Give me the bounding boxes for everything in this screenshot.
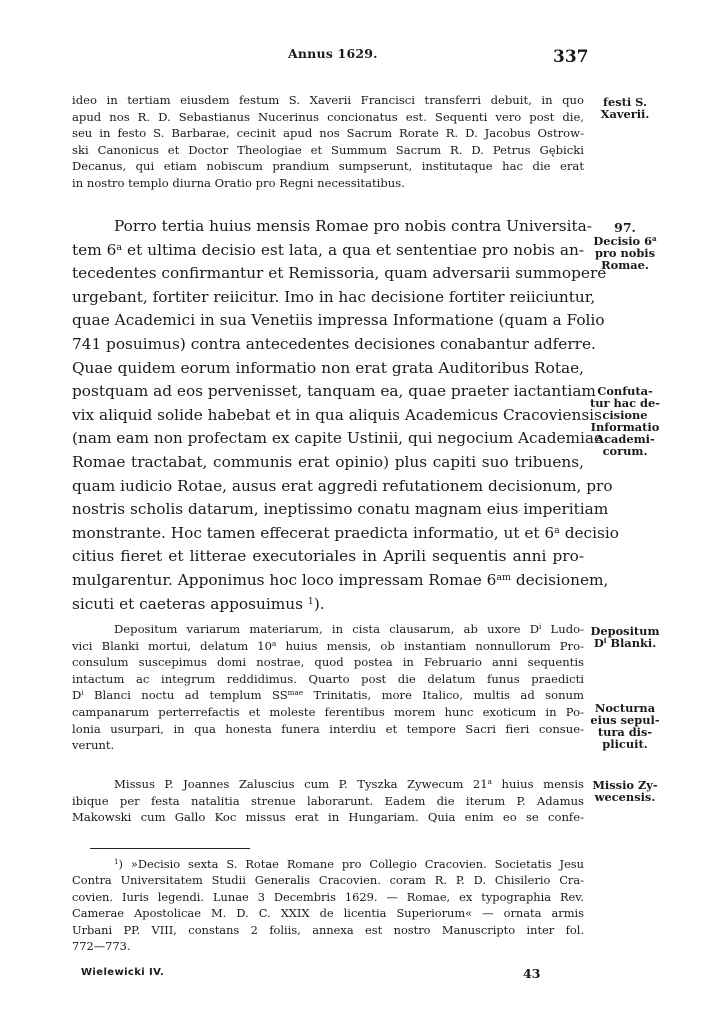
text-line: Quae quidem eorum informatio non erat grata Auditoribus Rotae, [72, 358, 584, 377]
text-line: vici Blanki mortui, delatum 10$^a$ huius mensis, ob instantiam nonnullorum Pro- [72, 638, 584, 653]
footnote-line: Contra Universitatem Studii Generalis Cracovien. coram R. P. D. Chisilerio Cra- [72, 873, 584, 888]
text-line: ideo in tertiam eiusdem festum S. Xaverii Francisci transferri debuit, in quo [72, 93, 584, 107]
margin-note-decisio: 97. Decisio 6$^a$ pro nobis Romae. [593, 220, 657, 272]
running-head: Annus 1629. [288, 46, 378, 61]
text-line: quam iudicio Rotae, ausus erat aggredi refutationem decisionum, pro [72, 476, 613, 495]
footnote-line: Camerae Apostolicae M. D. C. XXIX de licentia Superiorum« — ornata armis [72, 906, 584, 921]
text-line: Missus P. Joannes Zaluscius cum P. Tyszka Zywecum 21$^a$ huius mensis [114, 777, 584, 791]
text-line: 741 posuimus) contra antecedentes decisiones conabantur adferre. [72, 334, 596, 353]
text-line: citius fieret et litterae executoriales in Aprili sequentis anni pro- [72, 547, 584, 566]
margin-note-nocturna: Nocturna eius sepul- tura dis- plicuit. [590, 701, 660, 751]
text-line: apud nos R. D. Sebastianus Nucerinus concionatus est. Sequenti vero post die, [72, 109, 584, 124]
text-line: nostris scholis datarum, ineptissimo conatu magnam eius imperitiam [72, 500, 609, 519]
footnote-ref: 1 [307, 595, 314, 607]
text-line: monstrante. Hoc tamen effecerat praedicta informatio, ut et 6$^a$ decisio [72, 523, 619, 542]
paragraph-decisio-rotae [72, 215, 619, 616]
text-line: intactum ac integrum reddidimus. Quarto post die delatum funus praedicti [72, 671, 584, 686]
margin-note-confutatur: Confuta- tur hac de- cisione Informatio Academi- corum. [589, 384, 660, 458]
text-line: verunt. [72, 738, 115, 753]
text-line: Depositum variarum materiarum, in cista clausarum, ab uxore $D^i$ Ludo- [114, 622, 585, 636]
text-line: urgebant, fortiter reiicitur. Imo in hac decisione fortiter reiiciuntur, [72, 287, 596, 306]
text-line: Makowski cum Gallo Koc missus erat in Hungariam. Quia enim eo se confe- [72, 810, 584, 825]
margin-note-festi-xaverii: festi S. Xaverii. [600, 95, 650, 121]
paragraph-missio [72, 776, 584, 826]
text-line: in nostro templo diurna Oratio pro Regni necessitatibus. [72, 175, 405, 190]
text-line: consulum suscepimus domi nostrae, quod postea in Februario anni sequentis [72, 655, 584, 670]
paragraph-depositum [72, 621, 584, 754]
text-line: vix aliquid solide habebat et in qua aliquis Academicus Cracoviensis [72, 405, 602, 424]
text-line: postquam ad eos pervenisset, tanquam ea, quae praeter iactantiam [72, 382, 596, 401]
text-line: (nam eam non profectam ex capite Ustinii, qui negocium Academiae [72, 429, 604, 448]
footnote-rule [90, 848, 250, 849]
text-line: seu in festo S. Barbarae, cecinit apud nos Sacrum Rorate R. D. Jacobus Ostrow- [72, 126, 584, 141]
text-line: tecedentes confirmantur et Remissoria, quam adversarii summopere [72, 264, 607, 283]
text-line: Romae tractabat, communis erat opinio) plus capiti suo tribuens, [72, 452, 584, 471]
text-line: quae Academici in sua Venetiis impressa Informatione (quam a Folio [72, 311, 605, 330]
text-line: Porro tertia huius mensis Romae pro nobis contra Universita- [114, 217, 592, 235]
footnote-line: 772—773. [72, 939, 131, 954]
signature-number: 43 [523, 966, 541, 981]
paragraph-feast-xavier [72, 92, 584, 192]
margin-note-depositum: Depositum $D^i$ Blanki. [590, 624, 660, 650]
text-line: $D^i$ Blanci noctu ad templum $SS^{mae}$ Trinitatis, more Italico, multis ad sonum [72, 688, 585, 703]
text-line: sicuti et caeteras apposuimus $^1$). [72, 594, 325, 613]
footnote-line: Urbani PP. VIII, constans 2 foliis, annexa est nostro Manuscripto inter fol. [72, 922, 584, 937]
text-line: lonia usurpari, in qua honesta funera interdiu et tempore Sacri fieri consue- [72, 721, 584, 736]
text-line: tem 6$^a$ et ultima decisio est lata, a qua et sententiae pro nobis an- [72, 240, 584, 259]
text-line: campanarum perterrefactis et moleste ferentibus morem hunc exoticum in Po- [72, 704, 584, 719]
margin-note-missio: Missio Zy- wecensis. [592, 778, 658, 804]
footnote [72, 856, 584, 954]
page-number: 337 [553, 47, 589, 67]
footnote-line: covien. Iuris legendi. Lunae 3 Decembris 1629. — Romae, ex typographia Rev. [72, 889, 584, 904]
text-line: mulgarentur. Apponimus hoc loco impressam Romae $6^{am}$ decisionem, [72, 570, 609, 589]
footnote-line: $^1$) »Decisio sexta S. Rotae Romane pro Collegio Cracovien. Societatis Jesu [114, 857, 584, 871]
text-line: ski Canonicus et Doctor Theologiae et Summum Sacrum R. D. Petrus Gębicki [72, 142, 584, 157]
text-line: Decanus, qui etiam nobiscum prandium sumpserunt, institutaque hac die erat [72, 159, 584, 174]
printer-signature: Wielewicki IV. [81, 967, 165, 978]
text-line: ibique per festa natalitia strenue laborarunt. Eadem die iterum P. Adamus [72, 793, 584, 808]
